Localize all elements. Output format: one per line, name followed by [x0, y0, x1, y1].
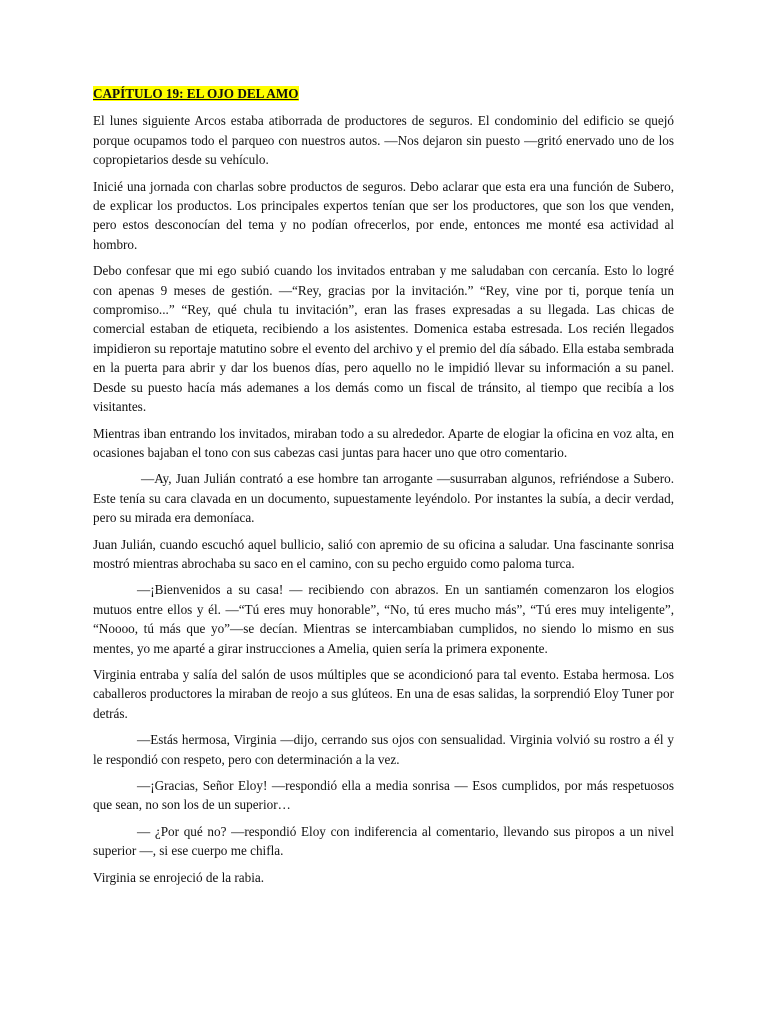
chapter-title-text: CAPÍTULO 19: EL OJO DEL AMO [93, 86, 299, 101]
paragraph-9: —Estás hermosa, Virginia —dijo, cerrando sus ojos con sensualidad. Virginia volvió su rostro a él y le respondió con respeto, pero con determinación a la vez. [93, 732, 674, 767]
paragraph-11: — ¿Por qué no? —respondió Eloy con indiferencia al comentario, llevando sus piropos a un nivel superior —, si ese cuerpo me chifla. [93, 823, 674, 859]
paragraph-1: El lunes siguiente Arcos estaba atiborrada de productores de seguros. El condominio del edificio se quejó porque ocupamos todo el parqueo con nuestros autos. —Nos dejaron sin puesto —gritó enervado uno de los copropietarios desde su vehículo. [93, 113, 674, 168]
paragraph-4: Mientras iban entrando los invitados, miraban todo a su alrededor. Aparte de elogiar la oficina en voz alta, en ocasiones bajaban el tono con sus cabezas casi juntas para hacer uno que otro comentario. [93, 425, 674, 460]
paragraph-6: Juan Julián, cuando escuchó aquel bullicio, salió con apremio de su oficina a saludar. Una fascinante sonrisa mostró mientras abrochaba su saco en el camino, con su pecho erguido como paloma turca. [93, 536, 674, 571]
paragraph-8: Virginia entraba y salía del salón de usos múltiples que se acondicionó para tal evento. Estaba hermosa. Los caballeros productores la miraban de reojo a sus glúteos. En una de esas salidas, la sorprendió Eloy Tuner por detrás. [93, 666, 674, 721]
paragraph-7: —¡Bienvenidos a su casa! — recibiendo con abrazos. En un santiamén comenzaron los elogios mutuos entre ellos y él. —“Tú eres muy honorable”, “No, tú eres mucho más”, “Tú eres muy inteligente”, “Noooo, tú más que yo”—se decían. Mientras se intercambiaban cumplidos, no siendo lo mismo en sus mentes, yo me aparté a girar instrucciones a Amelia, quien sería la primera exponente. [93, 582, 674, 656]
chapter-title [93, 84, 674, 103]
paragraph-3: Debo confesar que mi ego subió cuando los invitados entraban y me saludaban con cercanía. Esto lo logré con apenas 9 meses de gestión. —“Rey, gracias por la invitación.” “Rey, vine por ti, porque tenía un compromiso...” “Rey, qué chula tu invitación”, eran las frases expresadas a su llegada. Las chicas de comercial estaban de etiqueta, recibiendo a los asistentes. Domenica estaba estresada. Los recién llegados impidieron su reportaje matutino sobre el evento del archivo y el premio del día sábado. Ella estaba sembrada en la puerta para abrir y dar los buenos días, pero aquello no le impidió llevar su información a su panel. Desde su puesto hacía más ademanes a los demás como un fiscal de tránsito, al tiempo que recibía a los visitantes. [93, 263, 674, 415]
paragraph-5: —Ay, Juan Julián contrató a ese hombre tan arrogante —susurraban algunos, refriéndose a Subero. Este tenía su cara clavada en un documento, supuestamente leyéndolo. Por instantes la subía, a decir verdad, pero su mirada era demoníaca. [93, 471, 674, 526]
paragraph-2: Inicié una jornada con charlas sobre productos de seguros. Debo aclarar que esta era una función de Subero, de explicar los productos. Los principales expertos tenían que ser los productores, que son los que venden, pero estos desconocían del tema y no podían ofrecerlos, por ende, entonces me monté esa actividad al hombro. [93, 178, 674, 252]
document-page [93, 84, 674, 894]
paragraph-10: —¡Gracias, Señor Eloy! —respondió ella a media sonrisa — Esos cumplidos, por más respetuosos que sean, no son los de un superior… [93, 778, 674, 813]
paragraph-12: Virginia se enrojeció de la rabia. [93, 869, 265, 885]
